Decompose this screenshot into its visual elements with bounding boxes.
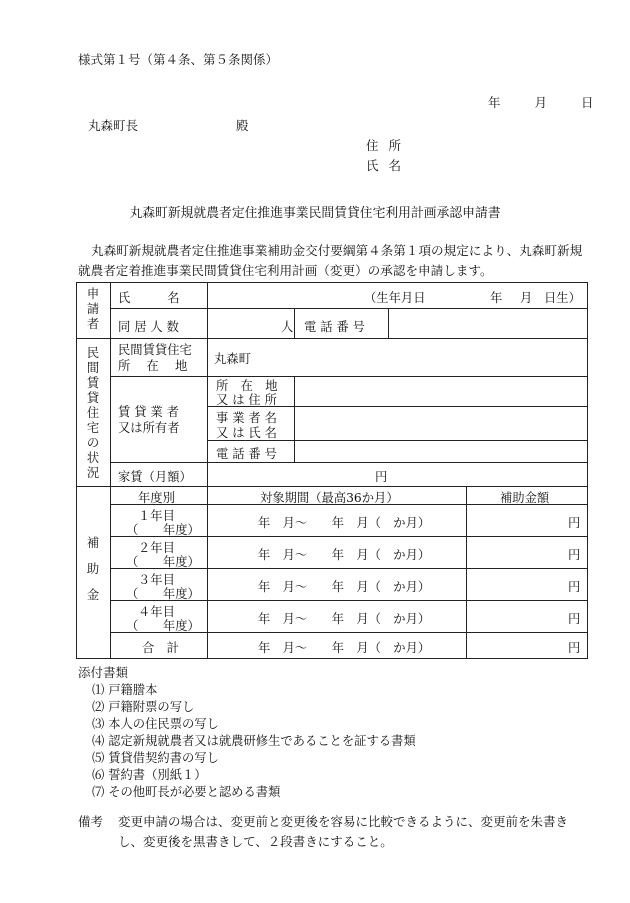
attachment-item: ⑹ 誓約書（別紙１） (92, 768, 207, 782)
rent-unit: 円 (375, 470, 388, 484)
lessor-name-label-line2: 又 は 氏 名 (216, 426, 277, 440)
lessor-label-line1: 賃 貸 業 者 (118, 405, 179, 419)
date-line (488, 93, 594, 111)
applicant-name-label: 氏名 (366, 158, 412, 173)
phone-label: 電 話 番 号 (304, 320, 365, 334)
row-amount-unit: 円 (568, 548, 581, 562)
birth-day-label: 日生） (544, 291, 581, 305)
row-fiscal-year: （ 年度） (126, 523, 200, 537)
row-amount-unit: 円 (568, 612, 581, 626)
application-table (76, 282, 588, 658)
attachment-item: ⑺ その他町長が必要と認める書類 (92, 785, 281, 799)
form-number: 様式第１号（第４条、第５条関係） (78, 52, 279, 67)
birth-label: （生年月日 (364, 291, 426, 305)
location-label-line2: 所 在 地 (118, 359, 188, 373)
row-year: ４年目 (138, 605, 175, 619)
remark-text: 変更申請の場合は、変更前と変更後を容易に比較できるように、変更前を朱書きし、変更後を黒書きして、２段書きにすること。 (118, 814, 569, 849)
col-amount-header: 補助金額 (500, 491, 550, 505)
name-label: 氏 名 (118, 291, 180, 305)
applicant-section-label: 申請者 (86, 287, 100, 331)
date-year: 年 (488, 95, 501, 110)
date-day: 日 (581, 95, 594, 110)
date-month: 月 (534, 95, 548, 110)
applicant-address-label: 住所 (366, 138, 412, 153)
intro-paragraph: 丸森町新規就農者定住推進事業補助金交付要綱第４条第１項の規定により、丸森町新規就農者定着推進事業民間賃貸住宅利用計画（変更）の承認を申請します。 (78, 243, 583, 278)
total-label: 合 計 (142, 641, 179, 655)
lessor-address-label-line1: 所 在 地 (216, 379, 278, 393)
addressee (88, 116, 249, 134)
attachment-item: ⑷ 認定新規就農者又は就農研修生であることを証する書類 (92, 734, 416, 748)
location-label-line1: 民間賃貸住宅 (118, 343, 192, 357)
housing-section-label: 民間賃貸住宅の状況 (86, 346, 100, 480)
attachment-item: ⑸ 賃貸借契約書の写し (92, 751, 219, 765)
row-year: ２年目 (138, 541, 175, 555)
row-amount-unit: 円 (568, 516, 581, 530)
row-fiscal-year: （ 年度） (126, 587, 200, 601)
remark-label: 備考 (78, 814, 104, 829)
lessor-address-label-line2: 又 は 住 所 (216, 393, 277, 407)
attachment-item: ⑵ 戸籍附票の写し (92, 700, 195, 714)
addressee-honorific: 殿 (236, 118, 249, 133)
document-title: 丸森町新規就農者定住推進事業民間賃貸住宅利用計画承認申請書 (129, 206, 501, 221)
total-period: 年 月～ 年 月（ か月） (258, 641, 431, 655)
rent-label: 家賃（月額） (118, 470, 192, 484)
attachment-item: ⑴ 戸籍謄本 (92, 683, 158, 697)
row-fiscal-year: （ 年度） (126, 619, 200, 633)
row-amount-unit: 円 (568, 580, 581, 594)
attachments-title: 添付書類 (78, 665, 129, 680)
total-amount-unit: 円 (568, 641, 581, 655)
lessor-phone-label: 電 話 番 号 (216, 447, 277, 461)
row-year: １年目 (138, 509, 175, 523)
row-fiscal-year: （ 年度） (126, 555, 200, 569)
attachments-list (92, 682, 416, 801)
persons-unit: 人 (281, 320, 294, 334)
birth-year-label: 年 (490, 291, 503, 305)
lessor-label-line2: 又は所有者 (118, 421, 180, 435)
row-period: 年 月～ 年 月（ か月） (258, 612, 431, 626)
location-value: 丸森町 (214, 352, 251, 366)
remark-block (78, 812, 588, 852)
row-period: 年 月～ 年 月（ か月） (258, 548, 431, 562)
col-year-header: 年度別 (138, 491, 175, 505)
household-label: 同 居 人 数 (118, 320, 179, 334)
addressee-mayor: 丸森町長 (88, 118, 139, 133)
subsidy-section-label: 補助金 (86, 536, 100, 602)
row-period: 年 月～ 年 月（ か月） (258, 580, 431, 594)
row-period: 年 月～ 年 月（ か月） (258, 516, 431, 530)
lessor-name-label-line1: 事 業 者 名 (216, 411, 277, 425)
col-period-header: 対象期間（最高36か月） (260, 491, 399, 505)
attachment-item: ⑶ 本人の住民票の写し (92, 717, 219, 731)
birth-month-label: 月 (520, 291, 533, 305)
row-year: ３年目 (138, 573, 175, 587)
